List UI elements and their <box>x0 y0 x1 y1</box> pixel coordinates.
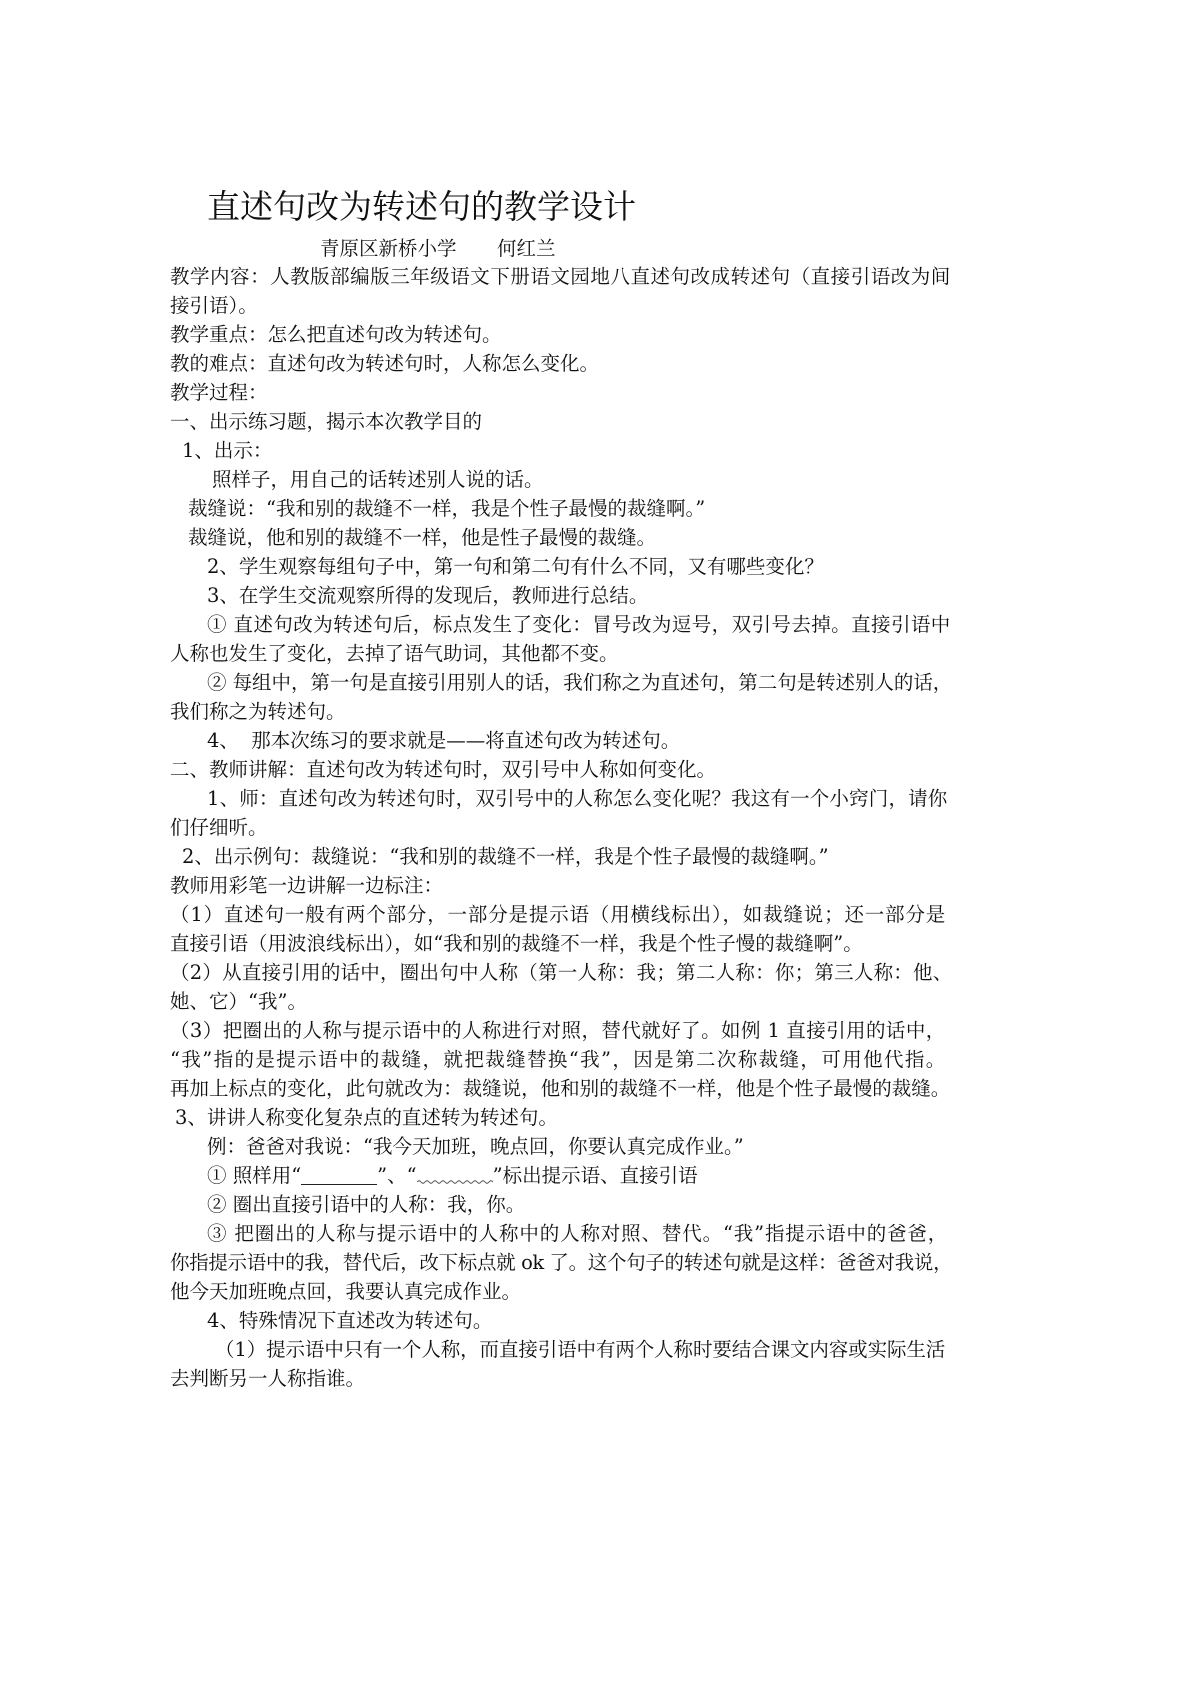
paragraph-line: ③ 把圈出的人称与提示语中的人称中的人称对照、替代。“我”指提示语中的爸爸， <box>207 1221 947 1245</box>
document-title: 直述句改为转述句的教学设计 <box>207 187 636 226</box>
paragraph-line: 4、特殊情况下直述改为转述句。 <box>207 1308 493 1332</box>
wavy-underline-blank <box>417 1167 493 1185</box>
paragraph-line: 3、讲讲人称变化复杂点的直述转为转述句。 <box>175 1105 558 1129</box>
mark-instruction-prefix: ① 照样用“ <box>207 1163 302 1187</box>
section-1-heading: 一、出示练习题，揭示本次教学目的 <box>170 409 483 433</box>
paragraph-line: 直接引语（用波浪线标出），如“我和别的裁缝不一样，我是个性子慢的裁缝啊”。 <box>170 931 863 955</box>
paragraph-line: “我”指的是提示语中的裁缝，就把裁缝替换“我”，因是第二次称裁缝，可用他代指。 <box>170 1047 945 1071</box>
paragraph-line: 4、 那本次练习的要求就是——将直述句改为转述句。 <box>207 728 681 752</box>
paragraph-line: 们仔细听。 <box>170 815 268 839</box>
example-sentence-line: 例：爸爸对我说：“我今天加班，晚点回，你要认真完成作业。” <box>207 1134 744 1158</box>
paragraph-line: 去判断另一人称指谁。 <box>170 1366 366 1390</box>
paragraph-line: （2）从直接引用的话中，圈出句中人称（第一人称：我；第二人称：你；第三人称：他、 <box>170 960 952 984</box>
process-label: 教学过程： <box>170 380 268 404</box>
paragraph-line: 他今天加班晚点回，我要认真完成作业。 <box>170 1279 522 1303</box>
paragraph-line: ① 直述句改为转述句后，标点发生了变化：冒号改为逗号，双引号去掉。直接引语中 <box>207 612 950 636</box>
paragraph-line: 再加上标点的变化，此句就改为：裁缝说，他和别的裁缝不一样，他是个性子最慢的裁缝。 <box>170 1076 950 1100</box>
paragraph-line: （3）把圈出的人称与提示语中的人称进行对照，替代就好了。如例 1 直接引用的话中， <box>170 1018 945 1042</box>
paragraph-line: （1）提示语中只有一个人称，而直接引语中有两个人称时要结合课文内容或实际生活 <box>215 1337 945 1361</box>
author-name: 何红兰 <box>497 237 556 260</box>
mark-instruction-suffix: ”标出提示语、直接引语 <box>492 1163 698 1187</box>
paragraph-line: 3、在学生交流观察所得的发现后，教师进行总结。 <box>207 583 649 607</box>
teaching-content-line: 教学内容：人教版部编版三年级语文下册语文园地八直述句改成转述句（直接引语改为间 <box>170 264 950 288</box>
paragraph-line: ② 圈出直接引语中的人称：我，你。 <box>207 1192 526 1216</box>
paragraph-line: 我们称之为转述句。 <box>170 699 346 723</box>
paragraph-line: 教师用彩笔一边讲解一边标注： <box>170 873 444 897</box>
example-direct-speech: 裁缝说：“我和别的裁缝不一样，我是个性子最慢的裁缝啊。” <box>188 496 706 520</box>
school-name: 青原区新桥小学 <box>320 237 457 260</box>
paragraph-line: 照样子，用自己的话转述别人说的话。 <box>212 467 544 491</box>
section-2-heading: 二、教师讲解：直述句改为转述句时，双引号中人称如何变化。 <box>170 757 717 781</box>
paragraph-line: ② 每组中，第一句是直接引用别人的话，我们称之为直述句，第二句是转述别人的话， <box>207 670 952 694</box>
mark-instruction-line <box>207 1161 698 1190</box>
difficulty-line: 教的难点：直述句改为转述句时，人称怎么变化。 <box>170 351 600 375</box>
paragraph-line: 2、学生观察每组句子中，第一句和第二句有什么不同，又有哪些变化？ <box>207 554 824 578</box>
example-sentence-line: 2、出示例句：裁缝说：“我和别的裁缝不一样，我是个性子最慢的裁缝啊。” <box>182 844 829 868</box>
key-point-line: 教学重点：怎么把直述句改为转述句。 <box>170 322 502 346</box>
wavy-line-icon <box>417 1167 493 1185</box>
paragraph-line: 她、它）“我”。 <box>170 989 307 1013</box>
teaching-content-line: 接引语）。 <box>170 293 258 317</box>
example-indirect-speech: 裁缝说，他和别的裁缝不一样，他是性子最慢的裁缝。 <box>188 525 657 549</box>
paragraph-line: 人称也发生了变化，去掉了语气助词，其他都不变。 <box>170 641 619 665</box>
paragraph-line: 1、师：直述句改为转述句时，双引号中的人称怎么变化呢？我这有一个小窍门，请你 <box>207 786 947 810</box>
straight-underline-blank <box>301 1166 377 1185</box>
paragraph-line: 你指提示语中的我，替代后，改下标点就 ok 了。这个句子的转述句就是这样：爸爸对我说， <box>170 1250 952 1274</box>
mark-instruction-middle: ”、“ <box>377 1163 417 1187</box>
paragraph-line: 1、出示： <box>182 438 273 462</box>
paragraph-line: （1）直述句一般有两个部分，一部分是提示语（用横线标出），如裁缝说；还一部分是 <box>170 902 945 926</box>
